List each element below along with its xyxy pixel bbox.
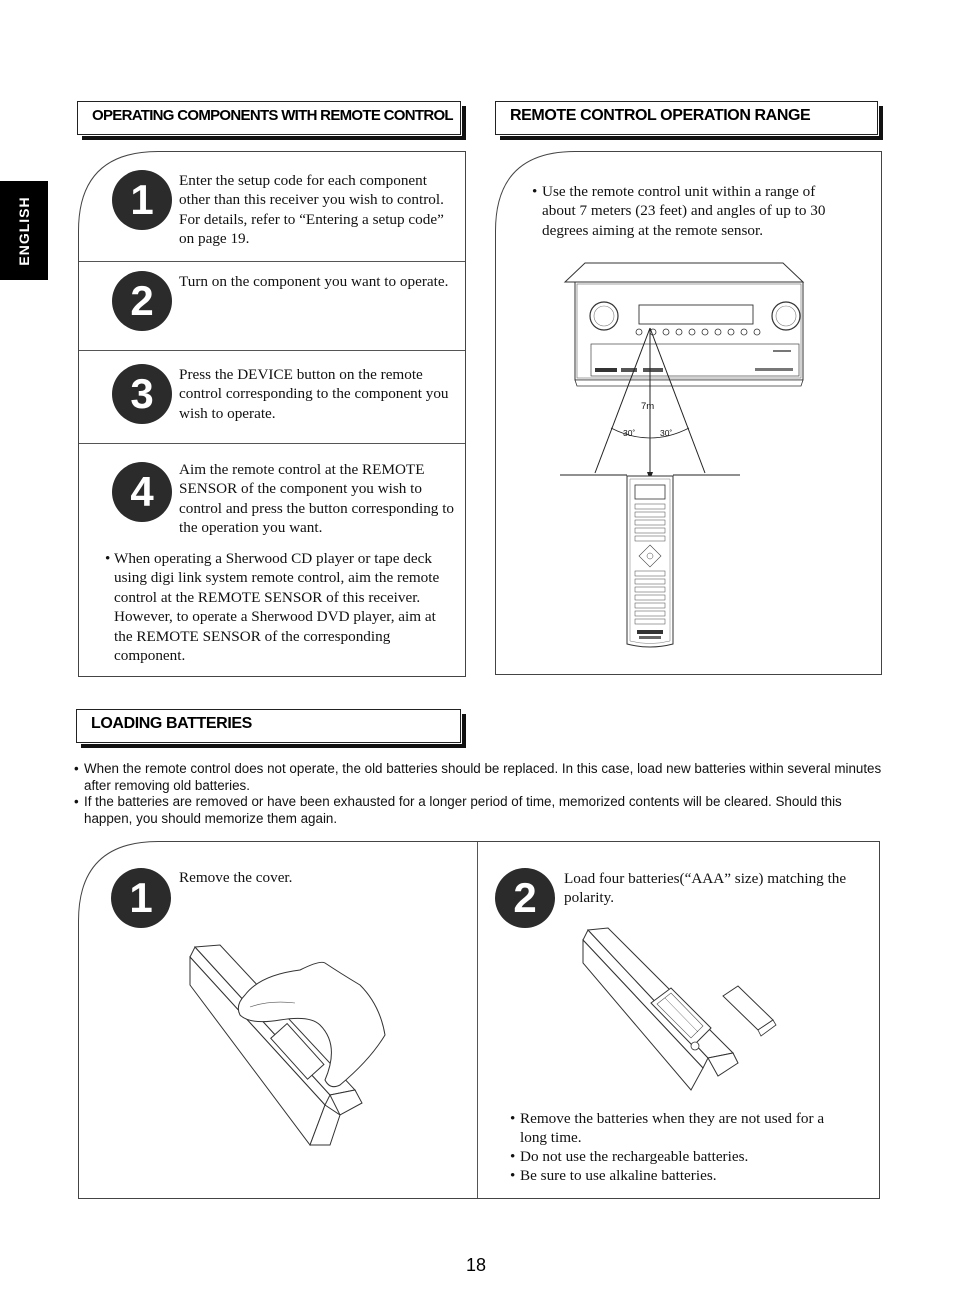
battery-tip: • Do not use the rechargeable batteries.: [510, 1148, 749, 1165]
language-tab-label: ENGLISH: [16, 195, 32, 266]
battery-tip: • Be sure to use alkaline batteries.: [510, 1167, 717, 1184]
receiver-range-diagram: [555, 258, 825, 658]
step-number: 2: [112, 271, 172, 331]
heading-range: [495, 101, 878, 135]
step-text: Enter the setup code for each component other than this receiver you wish to control. For details, refer to “Entering a setup code” on page 19.: [179, 172, 444, 248]
heading-batteries: [76, 709, 461, 743]
heading-range-text: REMOTE CONTROL OPERATION RANGE: [510, 107, 811, 124]
step-number: 4: [112, 462, 172, 522]
step-text: Press the DEVICE button on the remote control corresponding to the component you wish to operate.: [179, 366, 449, 422]
battery-step-divider: [477, 842, 478, 1198]
step-divider: [79, 443, 465, 444]
step-divider: [79, 350, 465, 351]
heading-operating-text: OPERATING COMPONENTS WITH REMOTE CONTROL: [92, 107, 453, 124]
step-number: 3: [112, 364, 172, 424]
distance-label: 7m: [641, 401, 655, 412]
battery-note: • When the remote control does not operate, the old batteries should be replaced. In this case, load new batteries within several minutes after removing old batteries.: [74, 761, 882, 793]
battery-tip: • Remove the batteries when they are not used for a long time.: [510, 1110, 825, 1147]
step-text: Load four batteries(“AAA” size) matching the polarity.: [564, 870, 847, 907]
angle-left-label: 30˚: [623, 428, 636, 438]
step-text: Aim the remote control at the REMOTE SENSOR of the component you wish to control and press the button corresponding to the operation you want.: [179, 461, 455, 537]
heading-operating: [77, 101, 461, 135]
step-text: Turn on the component you want to operate.: [179, 273, 449, 290]
operating-note: • When operating a Sherwood CD player or tape deck using digi link system remote control, aim the remote control at the REMOTE SENSOR of this receiver. However, to operate a Sherwood DVD player, aim at the REMOTE SENSOR of the corresponding component.: [105, 550, 440, 665]
step-text: Remove the cover.: [179, 869, 293, 886]
step-number: 2: [495, 868, 555, 928]
angle-right-label: 30˚: [660, 428, 673, 438]
remove-cover-illustration: [190, 945, 400, 1150]
load-batteries-illustration: [583, 928, 783, 1098]
language-tab: [0, 181, 48, 280]
step-divider: [79, 261, 465, 262]
step-number: 1: [111, 868, 171, 928]
page-number: 18: [466, 1255, 487, 1275]
range-note: • Use the remote control unit within a range of about 7 meters (23 feet) and angles of up to 30 degrees aiming at the remote sensor.: [532, 183, 826, 239]
heading-batteries-text: LOADING BATTERIES: [91, 715, 252, 732]
step-number: 1: [112, 170, 172, 230]
battery-note: • If the batteries are removed or have been exhausted for a longer period of time, memorized contents will be cleared. Should this happen, you should memorize them again.: [74, 794, 842, 826]
